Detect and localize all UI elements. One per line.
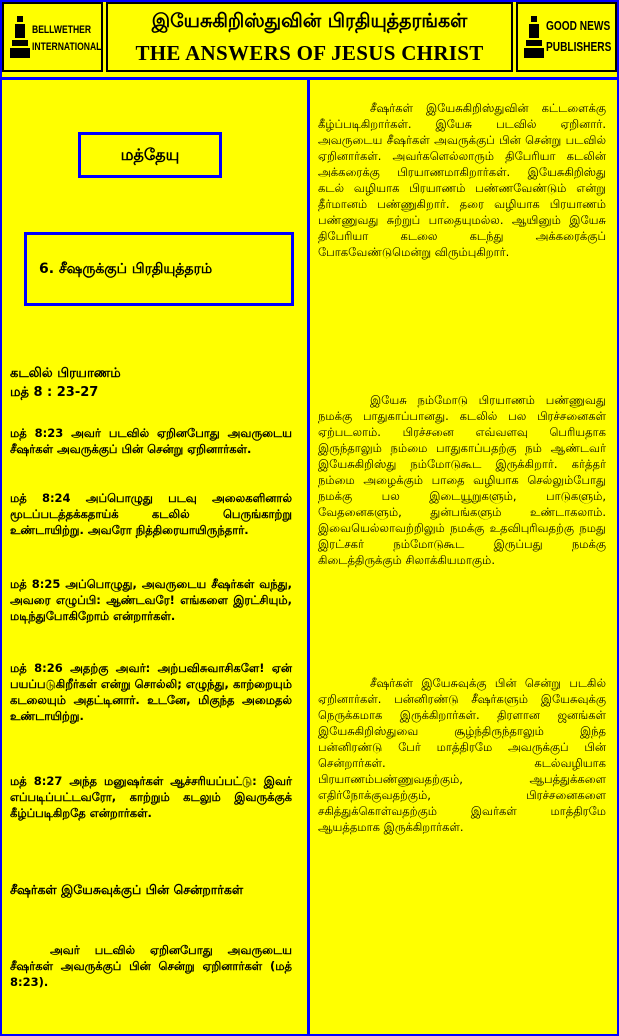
good-news-logo-text: GOOD NEWS PUBLISHERS [546,18,612,54]
right-paragraph-3: சீஷர்கள் இயேசுவுக்கு பின் சென்று படகில் ஏறினார்கள். பன்னிரண்டு சீஷர்களும் இயேசுவுக்கு நெருக்கமாக இருக்கிறார்கள். திரளான ஜனங்கள் இயேசுகிறிஸ்துவை சூழ்ந்திருந்தாலும் இந்த பன்னிரண்டு பேர் மாத்திரமே அவருக்குப் பின் சென்றார்கள். கடல்வழியாக பிரயாணம்பண்ணுவதற்கும், ஆபத்துக்களை எதிர்நோக்குவதற்கும், பிரச்சனைகளை சகித்துக்கொள்வதற்கும் இவர்கள் மாத்திரமே ஆயத்தமாக இருக்கிறார்கள். [318,676,606,834]
book-title: மத்தேயு [78,132,222,178]
header [0,0,619,78]
column-divider [307,78,310,1036]
subheading: சீஷர்கள் இயேசுவுக்குப் பின் சென்றார்கள் [10,882,244,897]
title-box [106,2,513,72]
bellwether-logo-text: BELLWETHER INTERNATIONAL [32,24,102,53]
bellwether-logo [2,2,103,72]
page-title-tamil: இயேசுகிறிஸ்துவின் பிரதியுத்தரங்கள் [151,10,468,32]
page-title-english: THE ANSWERS OF JESUS CHRIST [135,41,484,65]
verse-8-24: மத் 8:24 அப்பொழுது படவு அலைகளினால் மூடப்படத்தக்கதாய்க் கடலில் பெருங்காற்று உண்டாயிற்று. அவரோ நித்திரையாயிருந்தார். [10,491,292,537]
right-paragraph-2: இயேசு நம்மோடு பிரயாணம் பண்ணுவது நமக்கு பாதுகாப்பானது. கடலில் பல பிரச்சனைகள் ஏற்படலாம். பிரச்சனை எவ்வளவு பெரியதாக இருந்தாலும் நம்மை பாதுகாப்பதற்கு நம் ஆண்டவர் இயேசுகிறிஸ்து நம்மோடுகூட இருக்கிறார். கர்த்தர் நம்மை அழைக்கும் பாதை வழியாக செல்லும்போது நமக்கு பல இடையூறுகளும், பாடுகளும், வேதனைகளும், துன்பங்களும் உண்டாகலாம். இவையெல்லாவற்றிலும் நமக்கு உதவிபுரிவதற்கு நமது இரட்சகர் நம்மோடுகூட இருப்பது நமக்கு கிடைத்திருக்கும் சிலாக்கியமாகும். [318,393,606,567]
bellwether-icon [10,14,30,60]
chapter-title: 6. சீஷருக்குப் பிரதியுத்தரம் [24,232,294,306]
good-news-icon [524,14,544,60]
good-news-logo [516,2,617,72]
verse-8-26: மத் 8:26 அதற்கு அவர்: அற்பவிசுவாசிகளே! ஏன் பயப்படுகிறீர்கள் என்று சொல்லி; எழுந்து, காற்றையும் கடலையும் அதட்டினார். உடனே, மிகுந்த அமைதல் உண்டாயிற்று. [10,661,292,723]
closing-paragraph: அவர் படவில் ஏறினபோது அவருடைய சீஷர்கள் அவருக்குப் பின் சென்று ஏறினார்கள் (மத் 8:23). [10,943,292,989]
verse-8-27: மத் 8:27 அந்த மனுஷர்கள் ஆச்சரியப்பட்டு: இவர் எப்படிப்பட்டவரோ, காற்றும் கடலும் இவருக்குக் கீழ்ப்படிகிறதே என்றார்கள். [10,774,292,820]
section-title: கடலில் பிரயாணம் மத் 8 : 23-27 [10,366,121,400]
verse-8-23: மத் 8:23 அவர் படவில் ஏறினபோது அவருடைய சீஷர்கள் அவருக்குப் பின் சென்று ஏறினார்கள். [10,426,292,456]
right-paragraph-1: சீஷர்கள் இயேசுகிறிஸ்துவின் கட்டளைக்கு கீழ்ப்படிகிறார்கள். இயேசு படவில் ஏறினார். அவருடைய சீஷர்கள் அவருக்குப் பின் சென்று படவில் ஏறினார்கள். அவர்களெல்லாரும் திபேரியா கடலின் அக்கரைக்கு பிரயாணமாகிறார்கள். இயேசுகிறிஸ்து கடல் வழியாக பிரயாணம் பண்ணவேண்டும் என்று தீர்மானம் பண்ணுகிறார். தரை வழியாக பிரயாணம் பண்ணுவது சுற்றுப் பாதையுமல்ல. ஆயினும் இயேசு திபேரியா கடலை கடந்து அக்கரைக்குப் போகவேண்டுமென்று விரும்புகிறார். [318,101,606,259]
verse-8-25: மத் 8:25 அப்பொழுது, அவருடைய சீஷர்கள் வந்து, அவரை எழுப்பி: ஆண்டவரே! எங்களை இரட்சியும், மடிந்துபோகிறோம் என்றார்கள். [10,577,292,623]
